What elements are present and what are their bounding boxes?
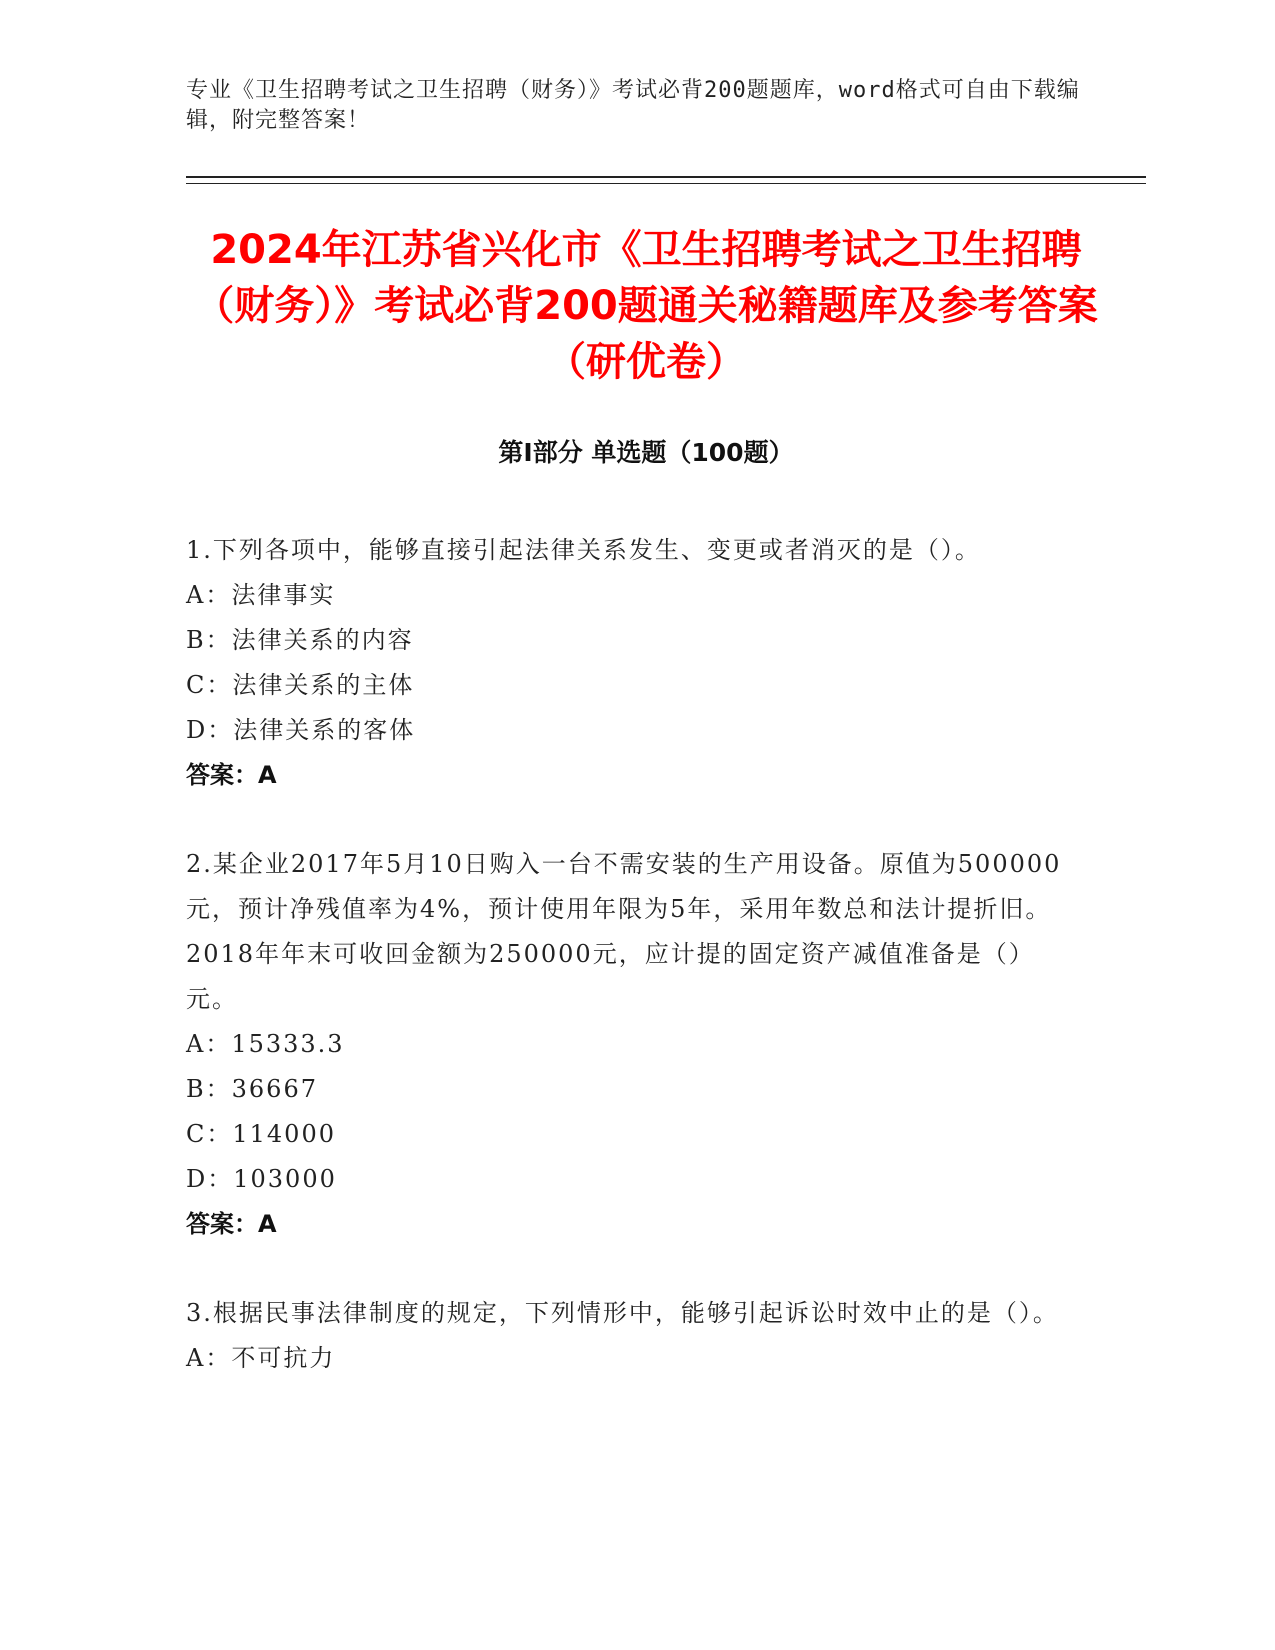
question-3 bbox=[186, 1291, 1086, 1381]
question-stem: 1.下列各项中，能够直接引起法律关系发生、变更或者消灭的是（）。 bbox=[186, 536, 981, 564]
option-b: B：36667 bbox=[186, 1075, 318, 1103]
question-stem: 3.根据民事法律制度的规定，下列情形中，能够引起诉讼时效中止的是（）。 bbox=[186, 1299, 1059, 1327]
option-d: D：法律关系的客体 bbox=[186, 716, 416, 744]
document-title: 2024年江苏省兴化市《卫生招聘考试之卫生招聘（财务）》考试必背200题通关秘籍题库及参考答案（研优卷） bbox=[194, 227, 1098, 385]
option-b: B：法律关系的内容 bbox=[186, 626, 414, 654]
option-d: D：103000 bbox=[186, 1165, 337, 1193]
header-note: 专业《卫生招聘考试之卫生招聘（财务）》考试必背200题题库，word格式可自由下载编辑，附完整答案！ bbox=[186, 78, 1080, 133]
header-rule-thick bbox=[186, 176, 1146, 178]
question-1 bbox=[186, 528, 1086, 798]
header-rule-thin bbox=[186, 183, 1146, 184]
option-a: A：15333.3 bbox=[186, 1030, 345, 1058]
option-c: C：法律关系的主体 bbox=[186, 671, 415, 699]
question-2 bbox=[186, 842, 1086, 1247]
option-c: C：114000 bbox=[186, 1120, 336, 1148]
answer: 答案：A bbox=[186, 1210, 277, 1238]
section-title: 第Ⅰ部分 单选题（100题） bbox=[498, 438, 794, 467]
question-list bbox=[186, 528, 1086, 1425]
question-stem: 2.某企业2017年5月10日购入一台不需安装的生产用设备。原值为500000元，预计净残值率为4%，预计使用年限为5年，采用年数总和法计提折旧。2018年年末可收回金额为250000元，应计提的固定资产减值准备是（）元。 bbox=[186, 850, 1062, 1013]
answer: 答案：A bbox=[186, 761, 277, 789]
option-a: A：不可抗力 bbox=[186, 1344, 336, 1372]
option-a: A：法律事实 bbox=[186, 581, 336, 609]
